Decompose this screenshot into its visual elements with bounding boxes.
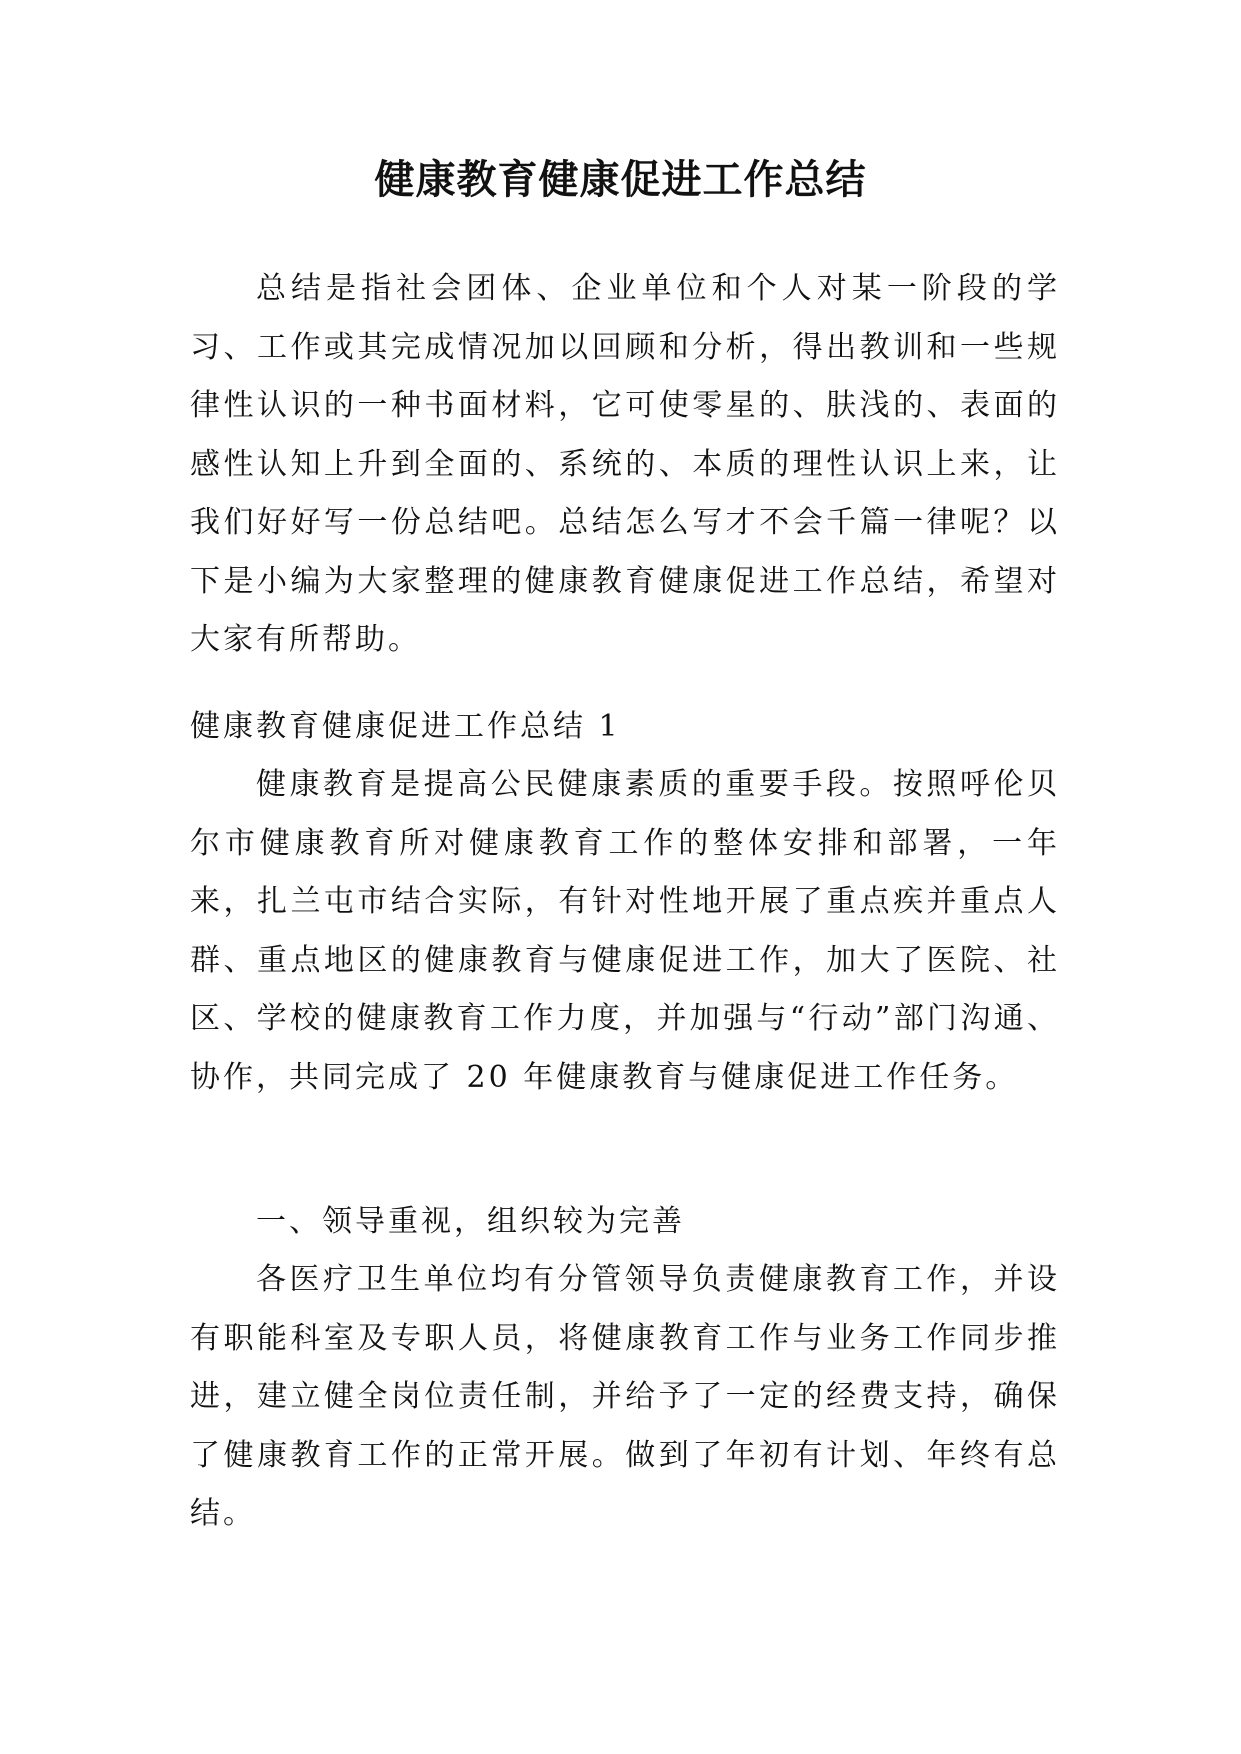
subheading-1-paragraph: 各医疗卫生单位均有分管领导负责健康教育工作，并设有职能科室及专职人员，将健康教育工作与业务工作同步推进，建立健全岗位责任制，并给予了一定的经费支持，确保了健康教育工作的正常开展。做到了年初有计划、年终有总结。 [190,1262,1060,1531]
section-heading-1: 健康教育健康促进工作总结 1 [190,709,621,744]
document-title: 健康教育健康促进工作总结 [374,157,867,203]
intro-paragraph: 总结是指社会团体、企业单位和个人对某一阶段的学习、工作或其完成情况加以回顾和分析，得出教训和一些规律性认识的一种书面材料，它可使零星的、肤浅的、表面的感性认知上升到全面的、系统的、本质的理性认识上来，让我们好好写一份总结吧。总结怎么写才不会千篇一律呢？以下是小编为大家整理的健康教育健康促进工作总结，希望对大家有所帮助。 [190,271,1060,657]
section-1-paragraph-1: 健康教育是提高公民健康素质的重要手段。按照呼伦贝尔市健康教育所对健康教育工作的整体安排和部署，一年来，扎兰屯市结合实际，有针对性地开展了重点疾并重点人群、重点地区的健康教育与健康促进工作，加大了医院、社区、学校的健康教育工作力度，并加强与“行动”部门沟通、协作，共同完成了 20 年健康教育与健康促进工作任务。 [190,767,1060,1095]
subheading-1: 一、领导重视，组织较为完善 [256,1204,685,1239]
